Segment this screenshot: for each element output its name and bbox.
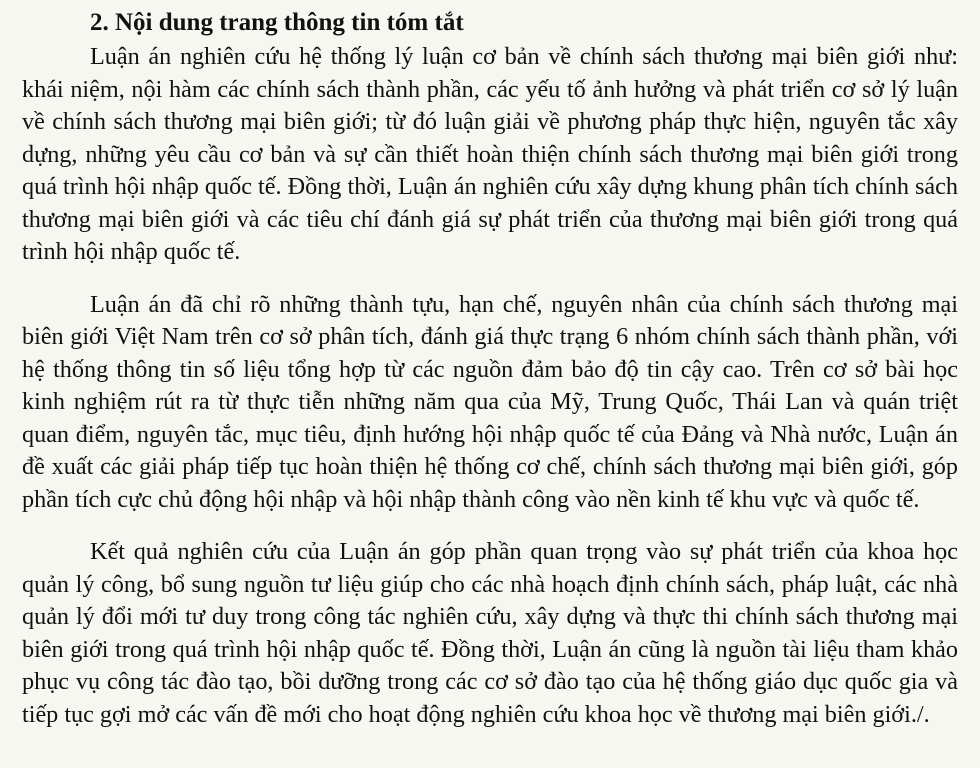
paragraph-contribution: Kết quả nghiên cứu của Luận án góp phần quan trọng vào sự phát triển của khoa học quản lý công, bổ sung nguồn tư liệu giúp cho các nhà hoạch định chính sách, pháp luật, các nhà quản lý đổi mới tư duy trong công tác nghiên cứu, xây dựng và thực thi chính sách thương mại biên giới trong quá trình hội nhập quốc tế. Đồng thời, Luận án cũng là nguồn tài liệu tham khảo phục vụ công tác đào tạo, bồi dưỡng trong các cơ sở đào tạo của hệ thống giáo dục quốc gia và tiếp tục gợi mở các vấn đề mới cho hoạt động nghiên cứu khoa học về thương mại biên giới./.: [22, 538, 958, 728]
paragraph-findings: Luận án đã chỉ rõ những thành tựu, hạn chế, nguyên nhân của chính sách thương mại biên giới Việt Nam trên cơ sở phân tích, đánh giá thực trạng 6 nhóm chính sách thành phần, với hệ thống thông tin số liệu tổng hợp từ các nguồn đảm bảo độ tin cậy cao. Trên cơ sở bài học kinh nghiệm rút ra từ thực tiễn những năm qua của Mỹ, Trung Quốc, Thái Lan và quán triệt quan điểm, nguyên tắc, mục tiêu, định hướng hội nhập quốc tế của Đảng và Nhà nước, Luận án đề xuất các giải pháp tiếp tục hoàn thiện hệ thống cơ chế, chính sách thương mại biên giới, góp phần tích cực chủ động hội nhập và hội nhập thành công vào nền kinh tế khu vực và quốc tế.: [22, 290, 958, 513]
paragraph-theory: Luận án nghiên cứu hệ thống lý luận cơ bản về chính sách thương mại biên giới như: khái niệm, nội hàm các chính sách thành phần, các yếu tố ảnh hưởng và phát triển cơ sở lý luận về chính sách thương mại biên giới; từ đó luận giải về phương pháp thực hiện, nguyên tắc xây dựng, những yêu cầu cơ bản và sự cần thiết hoàn thiện chính sách thương mại biên giới trong quá trình hội nhập quốc tế. Đồng thời, Luận án nghiên cứu xây dựng khung phân tích chính sách thương mại biên giới và các tiêu chí đánh giá sự phát triển của thương mại biên giới trong quá trình hội nhập quốc tế.: [22, 43, 958, 265]
section-heading: 2. Nội dung trang thông tin tóm tắt: [90, 9, 464, 36]
